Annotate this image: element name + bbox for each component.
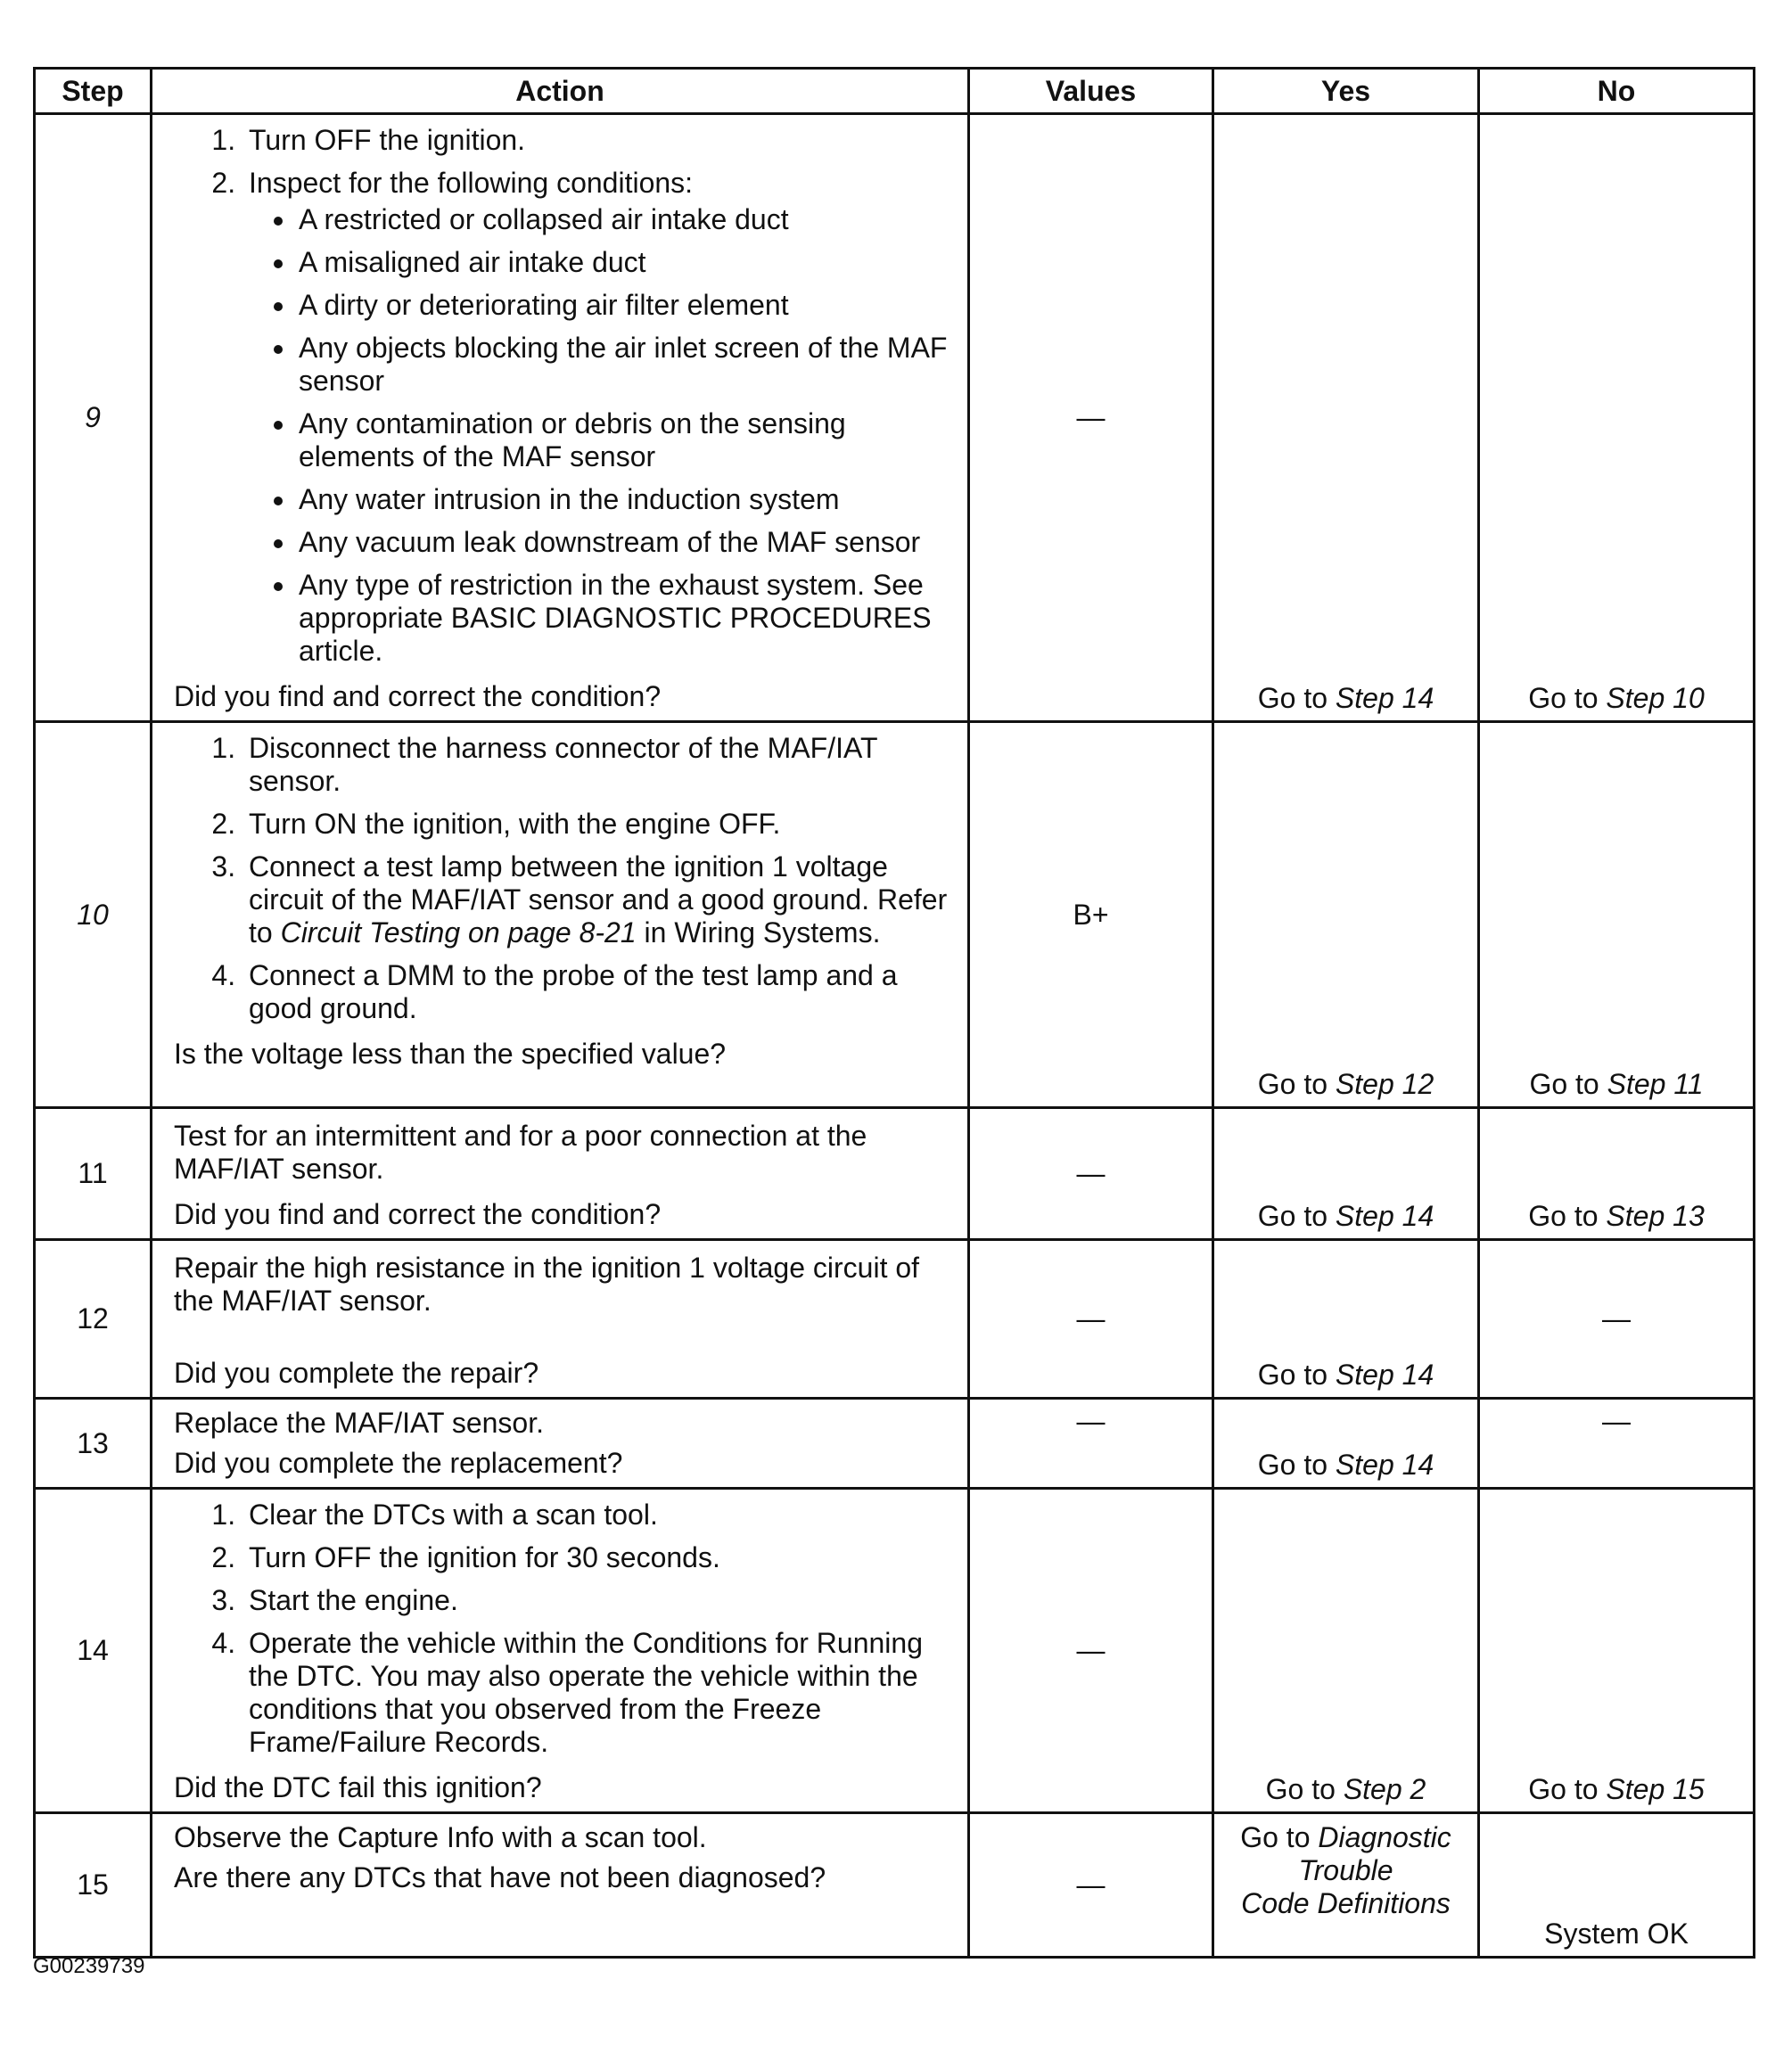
action-item: 3. Start the engine.	[243, 1584, 957, 1617]
yes-cell	[1213, 1489, 1479, 1813]
action-question: Did you find and correct the condition?	[174, 680, 662, 712]
step-number: 14	[35, 1489, 152, 1813]
action-item-text: Connect a test lamp between the ignition 1 voltage circuit of the MAF/IAT sensor and a good ground. Refer to	[249, 850, 948, 949]
step-number: 11	[35, 1108, 152, 1240]
step-number: 10	[35, 722, 152, 1108]
header-no: No	[1479, 69, 1755, 114]
no-cell: System OK	[1479, 1813, 1755, 1958]
values-cell: —	[969, 1813, 1213, 1958]
yes-cell	[1213, 1813, 1479, 1958]
condition-item: • Any water intrusion in the induction system	[297, 483, 957, 516]
go-to-text: Go to	[1240, 1821, 1311, 1853]
no-cell	[1479, 722, 1755, 1108]
condition-item: • A misaligned air intake duct	[297, 246, 957, 279]
action-question: Did the DTC fail this ignition?	[174, 1771, 542, 1803]
action-item-text: in Wiring Systems.	[644, 916, 881, 949]
action-item-text: Inspect for the following conditions:	[249, 167, 694, 199]
yes-cell	[1213, 1240, 1479, 1399]
table-row-step-10	[35, 722, 1755, 1108]
condition-item: • A restricted or collapsed air intake duct	[297, 203, 957, 236]
go-to-text: Go to	[1257, 1449, 1328, 1481]
action-cell	[152, 114, 969, 722]
action-cell	[152, 1240, 969, 1399]
go-to-text: Go to	[1257, 682, 1328, 714]
header-action: Action	[152, 69, 969, 114]
step-link: Step 14	[1335, 1449, 1434, 1481]
action-list	[174, 732, 957, 1025]
table-row-step-11	[35, 1108, 1755, 1240]
no-cell: —	[1479, 1240, 1755, 1399]
no-cell	[1479, 1108, 1755, 1240]
no-cell: —	[1479, 1399, 1755, 1489]
condition-item: • A dirty or deteriorating air filter element	[297, 289, 957, 322]
condition-item: • Any contamination or debris on the sensing elements of the MAF sensor	[297, 407, 957, 473]
action-item: 1. Turn OFF the ignition.	[243, 124, 957, 157]
action-question: Did you find and correct the condition?	[174, 1198, 662, 1230]
step-link: Step 13	[1606, 1200, 1705, 1232]
action-item: 4. Operate the vehicle within the Conditions for Running the DTC. You may also operate the vehicle within the conditions that you observed from the Freeze Frame/Failure Records.	[243, 1627, 957, 1759]
yes-cell	[1213, 1108, 1479, 1240]
action-text: Replace the MAF/IAT sensor.	[174, 1407, 544, 1439]
table-row-step-9	[35, 114, 1755, 722]
action-list	[174, 124, 957, 668]
go-to-text: Go to	[1528, 1200, 1599, 1232]
action-question: Are there any DTCs that have not been diagnosed?	[174, 1861, 826, 1893]
step-link: Step 12	[1335, 1068, 1434, 1100]
table-row-step-13	[35, 1399, 1755, 1489]
header-row	[35, 69, 1755, 114]
go-to-text: Go to	[1257, 1068, 1328, 1100]
go-to-text: Go to	[1528, 1773, 1599, 1805]
step-link: Step 14	[1335, 1200, 1434, 1232]
no-cell	[1479, 1489, 1755, 1813]
header-values: Values	[969, 69, 1213, 114]
yes-cell	[1213, 722, 1479, 1108]
action-cell	[152, 1399, 969, 1489]
action-text: Observe the Capture Info with a scan tool.	[174, 1821, 707, 1853]
action-item: 2. Turn ON the ignition, with the engine OFF.	[243, 808, 957, 841]
condition-item: • Any vacuum leak downstream of the MAF sensor	[297, 526, 957, 559]
header-step: Step	[35, 69, 152, 114]
action-text: Repair the high resistance in the ignition 1 voltage circuit of the MAF/IAT sensor.	[174, 1252, 920, 1317]
step-number: 9	[35, 114, 152, 722]
action-item	[243, 850, 957, 949]
step-number: 13	[35, 1399, 152, 1489]
condition-item: • Any type of restriction in the exhaust system. See appropriate BASIC DIAGNOSTIC PROCEDURES article.	[297, 569, 957, 668]
action-item: 4. Connect a DMM to the probe of the test lamp and a good ground.	[243, 959, 957, 1025]
step-link: Step 14	[1335, 682, 1434, 714]
go-to-text: Go to	[1257, 1200, 1328, 1232]
action-question: Did you complete the replacement?	[174, 1447, 623, 1479]
step-link: Diagnostic	[1318, 1821, 1451, 1853]
action-list	[174, 1499, 957, 1759]
step-number: 12	[35, 1240, 152, 1399]
header-yes: Yes	[1213, 69, 1479, 114]
values-cell: —	[969, 1240, 1213, 1399]
figure-code: G00239739	[33, 1954, 145, 1978]
action-question: Is the voltage less than the specified value?	[174, 1038, 727, 1070]
yes-cell	[1213, 1399, 1479, 1489]
table-row-step-12	[35, 1240, 1755, 1399]
step-link: Trouble	[1298, 1854, 1393, 1886]
step-number: 15	[35, 1813, 152, 1958]
step-link: Step 14	[1335, 1359, 1434, 1391]
action-item: 1. Disconnect the harness connector of the MAF/IAT sensor.	[243, 732, 957, 798]
step-link: Step 10	[1606, 682, 1705, 714]
values-cell: —	[969, 1489, 1213, 1813]
condition-item: • Any objects blocking the air inlet screen of the MAF sensor	[297, 332, 957, 398]
condition-list	[249, 203, 957, 668]
table-row-step-14	[35, 1489, 1755, 1813]
action-cell	[152, 722, 969, 1108]
go-to-text: Go to	[1265, 1773, 1336, 1805]
step-link: Step 15	[1606, 1773, 1705, 1805]
diagnostic-table	[33, 67, 1755, 1959]
go-to-text: Go to	[1257, 1359, 1328, 1391]
action-cell	[152, 1813, 969, 1958]
yes-cell	[1213, 114, 1479, 722]
values-cell: —	[969, 1399, 1213, 1489]
action-text: Test for an intermittent and for a poor connection at the MAF/IAT sensor.	[174, 1120, 867, 1185]
action-cell	[152, 1489, 969, 1813]
values-cell: —	[969, 114, 1213, 722]
action-cell	[152, 1108, 969, 1240]
action-item: 1. Clear the DTCs with a scan tool.	[243, 1499, 957, 1532]
reference-link: Circuit Testing on page 8-21	[280, 916, 637, 949]
step-link: Step 2	[1343, 1773, 1426, 1805]
go-to-text: Go to	[1529, 1068, 1599, 1100]
values-cell: —	[969, 1108, 1213, 1240]
action-item: 2. Turn OFF the ignition for 30 seconds.	[243, 1541, 957, 1574]
step-link: Step 11	[1607, 1068, 1704, 1100]
action-question: Did you complete the repair?	[174, 1357, 539, 1389]
no-cell	[1479, 114, 1755, 722]
action-item	[243, 167, 957, 668]
values-cell: B+	[969, 722, 1213, 1108]
table-row-step-15	[35, 1813, 1755, 1958]
step-link: Code Definitions	[1241, 1887, 1451, 1919]
go-to-text: Go to	[1528, 682, 1599, 714]
